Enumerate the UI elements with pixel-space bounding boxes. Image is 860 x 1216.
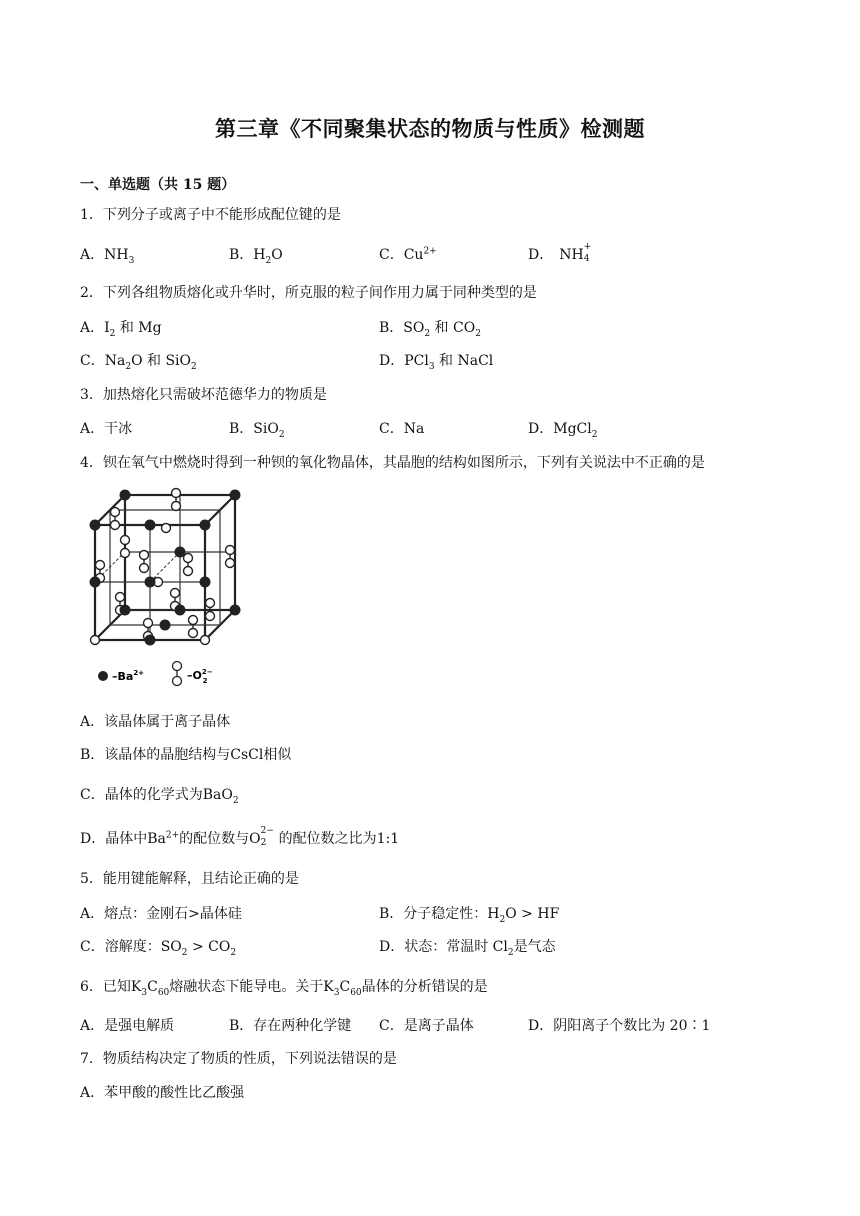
q2-option-a: A．$I_2$ 和 Mg — [80, 320, 162, 339]
q6-option-d: D．阴阳离子个数比为 20∶1 — [528, 1018, 711, 1034]
q1-option-d: D． NH + 4 — [528, 242, 592, 264]
q5-stem: 5．能用键能解释，且结论正确的是 — [80, 871, 299, 887]
q5-option-c: C．溶解度：$SO_2 > CO_2$ — [80, 939, 237, 958]
bao2-unit-cell-diagram — [80, 485, 250, 690]
q2-option-c: C．$Na_2O$ 和 SiO$_2$ — [80, 353, 197, 372]
q1-stem: 1．下列分子或离子中不能形成配位键的是 — [80, 207, 341, 223]
q2-option-d: D．PCl$_3$ 和 NaCl — [379, 353, 494, 372]
q3-option-a: A．干冰 — [80, 421, 133, 437]
section-heading: 一、单选题（共 15 题） — [80, 177, 236, 193]
page-title: 第三章《不同聚集状态的物质与性质》检测题 — [215, 117, 645, 141]
q6-option-c: C．是离子晶体 — [379, 1018, 474, 1034]
q4-stem: 4．钡在氧气中燃烧时得到一种钡的氧化物晶体，其晶胞的结构如图所示，下列有关说法中不正确的是 — [80, 455, 705, 471]
ba-ion-legend-marker — [98, 671, 108, 681]
peroxide-legend-marker — [173, 662, 182, 686]
q5-option-d: D．状态：常温时 $Cl_2$是气态 — [379, 939, 556, 958]
crystal-cell-figure — [80, 485, 250, 690]
ba-ion-legend-label: $-Ba^{2+}$ — [112, 669, 145, 683]
q7-stem: 7．物质结构决定了物质的性质，下列说法错误的是 — [80, 1051, 397, 1067]
q1-option-b: B．$H_2O$ — [229, 247, 283, 266]
q2-option-b: B．$SO_2$ 和 $CO_2$ — [379, 320, 481, 339]
q3-option-c: C．Na — [379, 421, 425, 437]
peroxide-legend-label: $-O^{2-}$ 2 — [187, 668, 213, 685]
q2-stem: 2．下列各组物质熔化或升华时，所克服的粒子间作用力属于同种类型的是 — [80, 285, 537, 301]
q3-stem: 3．加热熔化只需破坏范德华力的物质是 — [80, 387, 327, 403]
q5-option-b: B．分子稳定性：$H_2O$ > HF — [379, 906, 560, 925]
q1-option-c: C．$Cu^{2+}$ — [379, 246, 437, 263]
q4-option-c: C．晶体的化学式为BaO$_2$ — [80, 787, 239, 806]
q6-stem: 6．已知$K_3C_{60}$熔融状态下能导电。关于$K_3C_{60}$晶体的分析错误的是 — [80, 979, 488, 998]
q7-option-a: A．苯甲酸的酸性比乙酸强 — [80, 1085, 245, 1101]
q3-option-b: B．SiO$_2$ — [229, 421, 285, 440]
q5-option-a: A．熔点：金刚石>晶体硅 — [80, 906, 242, 922]
q3-option-d: D．MgCl$_2$ — [528, 421, 598, 440]
q6-option-a: A．是强电解质 — [80, 1018, 175, 1034]
q6-option-b: B．存在两种化学键 — [229, 1018, 352, 1034]
q1-option-a: A．$NH_3$ — [80, 247, 135, 266]
q4-option-b: B．该晶体的晶胞结构与CsCl相似 — [80, 747, 292, 763]
q4-option-d: D．晶体中$Ba^{2+}$的配位数与O 2− 2 的配位数之比为1:1 — [80, 826, 400, 848]
q4-option-a: A．该晶体属于离子晶体 — [80, 714, 231, 730]
